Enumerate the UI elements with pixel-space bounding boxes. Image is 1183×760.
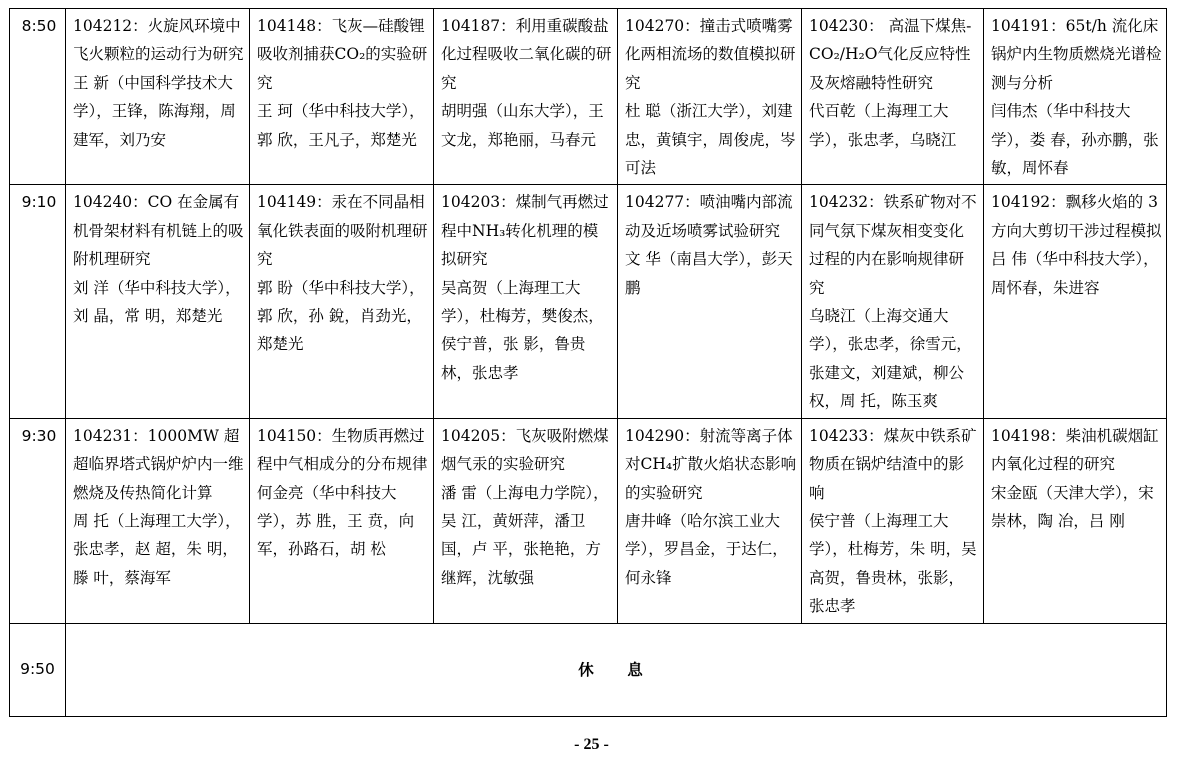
paper-authors: 刘 洋（华中科技大学），刘 晶，常 明，郑楚光 [73, 278, 241, 326]
paper-cell [66, 418, 250, 623]
table-row [10, 185, 1167, 418]
paper-cell [802, 9, 984, 185]
paper-cell [984, 9, 1167, 185]
paper-title: 104231：1000MW 超超临界塔式锅炉炉内一维燃烧及传热简化计算 [73, 426, 244, 502]
paper-title: 104191：65t/h 流化床锅炉内生物质燃烧光谱检测与分析 [991, 17, 1162, 92]
paper-authors: 文 华（南昌大学），彭天鹏 [625, 250, 793, 297]
paper-cell [618, 185, 802, 418]
page-number: - 25 - [574, 736, 609, 753]
paper-title: 104192：飘移火焰的 3 方向大剪切干涉过程模拟 [991, 193, 1162, 240]
paper-cell [66, 185, 250, 418]
paper-authors: 周 托（上海理工大学），张忠孝，赵 超，朱 明，滕 叶，蔡海军 [73, 511, 241, 587]
paper-cell [250, 9, 434, 185]
paper-cell [984, 185, 1167, 418]
paper-authors: 杜 聪（浙江大学），刘建忠，黄镇宇，周俊虎，岑可法 [625, 102, 796, 178]
paper-authors: 吕 伟（华中科技大学），周怀春，朱进容 [991, 250, 1159, 297]
paper-title: 104203：煤制气再燃过程中NH₃转化机理的模拟研究 [441, 193, 609, 269]
time-cell: 9:10 [10, 185, 66, 418]
paper-authors: 吴高贺（上海理工大学），杜梅芳，樊俊杰，侯宁普，张 影，鲁贵林，张忠孝 [441, 278, 604, 382]
paper-title: 104277：喷油嘴内部流动及近场喷雾试验研究 [625, 193, 793, 240]
paper-cell [250, 185, 434, 418]
paper-cell [802, 185, 984, 418]
paper-title: 104233：煤灰中铁系矿物质在锅炉结渣中的影响 [809, 426, 977, 502]
paper-authors: 郭 盼（华中科技大学），郭 欣，孙 銳，肖劲光，郑楚光 [257, 278, 425, 354]
paper-authors: 王 珂（华中科技大学），郭 欣，王凡子，郑楚光 [257, 102, 425, 149]
paper-title: 104290：射流等离子体对CH₄扩散火焰状态影响的实验研究 [625, 426, 797, 502]
paper-authors: 侯宁普（上海理工大学），杜梅芳，朱 明，吴高贺，鲁贵林，张影，张忠孝 [809, 511, 977, 616]
time-cell: 9:30 [10, 418, 66, 623]
break-row [10, 623, 1167, 716]
paper-cell [618, 418, 802, 623]
paper-cell [802, 418, 984, 623]
paper-authors: 唐井峰（哈尔滨工业大学），罗昌金，于达仁，何永锋 [625, 511, 788, 587]
paper-cell [434, 418, 618, 623]
paper-authors: 代百乾（上海理工大学），张忠孝，乌晓江 [809, 102, 957, 149]
paper-authors: 何金亮（华中科技大学），苏 胜，王 贲，向 军，孙路石，胡 松 [257, 483, 415, 559]
schedule-table [9, 8, 1167, 717]
paper-cell [434, 185, 618, 418]
paper-title: 104232：铁系矿物对不同气氛下煤灰相变变化过程的内在影响规律研究 [809, 193, 977, 297]
paper-title: 104270：撞击式喷嘴雾化两相流场的数值模拟研究 [625, 17, 796, 92]
paper-title: 104212：火旋风环境中飞火颗粒的运动行为研究 [73, 17, 244, 64]
paper-authors: 王 新（中国科学技术大学），王锋，陈海翔，周建军，刘乃安 [73, 73, 236, 149]
paper-cell [434, 9, 618, 185]
paper-title: 104148：飞灰—硅酸锂吸收剂捕获CO₂的实验研究 [257, 17, 428, 92]
paper-authors: 闫伟杰（华中科技大学），娄 春，孙亦鹏，张 敏，周怀春 [991, 102, 1159, 178]
paper-authors: 胡明强（山东大学），王文龙，郑艳丽，马春元 [441, 102, 604, 149]
paper-title: 104187：利用重碳酸盐化过程吸收二氧化碳的研究 [441, 17, 612, 92]
paper-title: 104149：汞在不同晶相氧化铁表面的吸附机理研究 [257, 193, 428, 269]
paper-title: 104198：柴油机碳烟缸内氧化过程的研究 [991, 426, 1159, 474]
paper-cell [618, 9, 802, 185]
time-cell: 9:50 [10, 623, 66, 716]
paper-title: 104230： 高温下煤焦-CO₂/H₂O气化反应特性及灰熔融特性研究 [809, 17, 972, 92]
break-label: 休 息 [66, 623, 1167, 716]
table-row [10, 9, 1167, 185]
paper-authors: 乌晓江（上海交通大学），张忠孝，徐雪元，张建文，刘建斌，柳公权，周 托，陈玉爽 [809, 307, 972, 411]
paper-title: 104240：CO 在金属有机骨架材料有机链上的吸附机理研究 [73, 193, 244, 269]
paper-cell [250, 418, 434, 623]
time-cell: 8:50 [10, 9, 66, 185]
paper-cell [984, 418, 1167, 623]
paper-authors: 宋金瓯（天津大学），宋崇林，陶 冶，吕 刚 [991, 483, 1154, 530]
paper-title: 104150：生物质再燃过程中气相成分的分布规律 [257, 426, 428, 474]
paper-cell [66, 9, 250, 185]
paper-title: 104205：飞灰吸附燃煤烟气汞的实验研究 [441, 426, 609, 474]
paper-authors: 潘 雷（上海电力学院），吴 江，黄妍萍，潘卫国，卢 平，张艳艳，方继辉，沈敏强 [441, 483, 609, 587]
table-row [10, 418, 1167, 623]
